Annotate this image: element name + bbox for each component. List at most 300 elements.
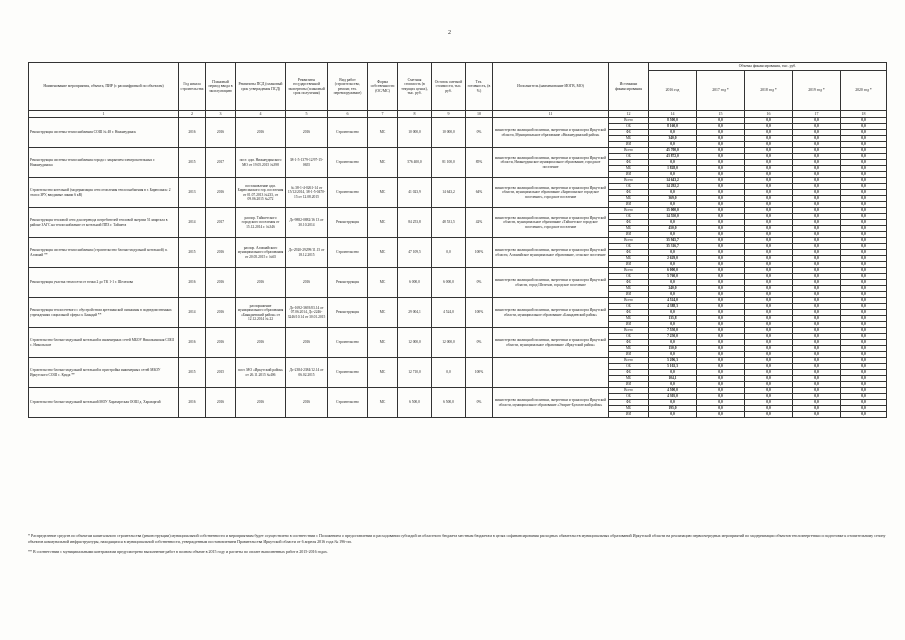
funding-value: 369,0	[649, 196, 697, 202]
work-type: Строительство	[328, 148, 368, 178]
funding-source: ИИ	[609, 292, 649, 298]
remaining-cost: 0,0	[432, 238, 466, 268]
funding-value: 0,0	[697, 352, 745, 358]
work-type: Строительство	[328, 238, 368, 268]
remaining-cost: 12 000,0	[432, 328, 466, 358]
funding-value: 0,0	[793, 280, 841, 286]
funding-value: 0,0	[697, 376, 745, 382]
funding-value: 0,0	[745, 196, 793, 202]
funding-value: 0,0	[745, 262, 793, 268]
funding-value: 0,0	[793, 412, 841, 418]
column-number: 12	[609, 111, 649, 118]
funding-value: 0,0	[841, 196, 887, 202]
funding-value: 0,0	[841, 160, 887, 166]
readiness: 64%	[466, 178, 493, 208]
header-year-2018: 2018 год *	[745, 71, 793, 111]
expertise-details: Дс-9882-0882/16 13 от 30.10.2014	[286, 208, 328, 238]
funding-source: МБ	[609, 286, 649, 292]
funding-value: 0,0	[841, 190, 887, 196]
funding-value: 0,0	[697, 190, 745, 196]
funding-value: 0,0	[697, 244, 745, 250]
funding-value: 0,0	[697, 148, 745, 154]
column-number: 10	[466, 111, 493, 118]
funding-value: 0,0	[793, 352, 841, 358]
funding-value: 0,0	[745, 268, 793, 274]
funding-value: 0,0	[841, 274, 887, 280]
funding-value: 5 760,0	[649, 274, 697, 280]
estimate-cost: 10 000,0	[398, 118, 432, 148]
column-number: 18	[841, 111, 887, 118]
column-number: 7	[368, 111, 398, 118]
funding-value: 0,0	[793, 256, 841, 262]
funding-value: 0,0	[841, 286, 887, 292]
funding-value: 0,0	[745, 118, 793, 124]
funding-source: Всего	[609, 268, 649, 274]
funding-source: ОБ	[609, 124, 649, 130]
funding-value: 0,0	[841, 400, 887, 406]
funding-value: 0,0	[697, 286, 745, 292]
funding-value: 0,0	[841, 322, 887, 328]
funding-value: 0,0	[697, 346, 745, 352]
psd-details: пост. адм. Нижнеудинского МО от 19.05.2015 №398	[236, 148, 286, 178]
funding-value: 0,0	[841, 244, 887, 250]
funding-value: 0,0	[697, 256, 745, 262]
readiness: 0%	[466, 118, 493, 148]
column-number: 3	[206, 111, 236, 118]
funding-value: 0,0	[745, 364, 793, 370]
funding-value: 0,0	[697, 178, 745, 184]
expertise-details: № 38-1-4-0261-14 от 15/12/2014, 38-1-5-0470-15 от 12.08.2015	[286, 178, 328, 208]
executor: министерство жилищной политики, энергетики и транспорта Иркутской области, Алзамайское муниципальное образование, сельское поселение	[493, 238, 609, 268]
funding-value: 0,0	[745, 154, 793, 160]
year-start: 2016	[179, 268, 206, 298]
funding-value: 0,0	[793, 232, 841, 238]
funding-value: 0,0	[793, 268, 841, 274]
funding-source: МБ	[609, 226, 649, 232]
funding-value: 2 629,0	[649, 256, 697, 262]
funding-value: 0,0	[793, 346, 841, 352]
funding-value: 0,0	[793, 166, 841, 172]
funding-value: 0,0	[745, 220, 793, 226]
ownership: МС	[368, 118, 398, 148]
project-name: Реконструкция системы теплоснабжения (строительство блочно-модульной котельной) п. Алзамай **	[29, 238, 179, 268]
executor: министерство жилищной политики, энергетики и транспорта Иркутской области, муниципальное образование «Иркутский район»	[493, 328, 609, 358]
funding-value: 0,0	[649, 322, 697, 328]
funding-source: ИИ	[609, 172, 649, 178]
funding-source: МБ	[609, 376, 649, 382]
estimate-cost: 84 253,8	[398, 208, 432, 238]
funding-value: 0,0	[793, 382, 841, 388]
funding-value: 4 500,0	[649, 388, 697, 394]
estimate-cost: 6 500,0	[398, 388, 432, 418]
column-number: 6	[328, 111, 368, 118]
readiness: 100%	[466, 298, 493, 328]
funding-value: 0,0	[649, 220, 697, 226]
executor: министерство жилищной политики, энергетики и транспорта Иркутской области, муниципальное образование «Баяндаевский район»	[493, 298, 609, 328]
funding-value: 0,0	[841, 328, 887, 334]
work-type: Строительство	[328, 388, 368, 418]
funding-value: 0,0	[697, 172, 745, 178]
funding-value: 0,0	[745, 256, 793, 262]
executor: министерство жилищной политики, энергетики и транспорта Иркутской области, муниципальное образование «Тайшетское городское поселение», городское поселение	[493, 208, 609, 238]
funding-value: 0,0	[745, 208, 793, 214]
funding-source: Всего	[609, 328, 649, 334]
funding-value: 0,0	[697, 262, 745, 268]
funding-source: МБ	[609, 316, 649, 322]
funding-value: 0,0	[745, 286, 793, 292]
funding-value: 0,0	[745, 292, 793, 298]
funding-value: 0,0	[793, 340, 841, 346]
funding-source: Всего	[609, 178, 649, 184]
funding-value: 0,0	[841, 268, 887, 274]
footnotes	[28, 533, 886, 559]
column-number: 15	[697, 111, 745, 118]
funding-value: 0,0	[841, 232, 887, 238]
funding-value: 14 292,2	[649, 184, 697, 190]
funding-value: 0,0	[841, 124, 887, 130]
funding-value: 0,0	[841, 310, 887, 316]
funding-value: 0,0	[745, 226, 793, 232]
funding-value: 0,0	[841, 130, 887, 136]
funding-value: 0,0	[841, 406, 887, 412]
readiness: 0%	[466, 268, 493, 298]
funding-value: 0,0	[697, 298, 745, 304]
funding-value: 0,0	[841, 226, 887, 232]
funding-value: 0,0	[697, 412, 745, 418]
funding-source: ИИ	[609, 412, 649, 418]
table-header	[29, 63, 887, 118]
funding-value: 0,0	[649, 262, 697, 268]
funding-value: 0,0	[697, 136, 745, 142]
expertise-details: 2016	[286, 268, 328, 298]
funding-value: 7 250,0	[649, 334, 697, 340]
funding-value: 0,0	[841, 388, 887, 394]
funding-value: 0,0	[793, 202, 841, 208]
funding-value: 0,0	[745, 136, 793, 142]
funding-value: 0,0	[793, 136, 841, 142]
year-end: 2017	[206, 208, 236, 238]
funding-value: 0,0	[745, 280, 793, 286]
funding-source: ИИ	[609, 262, 649, 268]
funding-value: 0,0	[697, 382, 745, 388]
work-type: Строительство	[328, 178, 368, 208]
funding-source: ОБ	[609, 244, 649, 250]
funding-value: 4 524,0	[649, 298, 697, 304]
funding-value: 0,0	[745, 244, 793, 250]
project-name: Реконструкция участка теплосети от точки 2 до ТК 1-1 г. Шелехова	[29, 268, 179, 298]
funding-value: 0,0	[793, 148, 841, 154]
header-expertise: Реквизиты государственной экспертизы (плановый срок получения)	[286, 63, 328, 111]
funding-value: 0,0	[745, 304, 793, 310]
remaining-cost: 0,0	[432, 358, 466, 388]
funding-value: 0,0	[841, 178, 887, 184]
funding-value: 0,0	[697, 322, 745, 328]
psd-details: постановление адм. Бирюсинского гор. поселения от 01.07.2013 №233, от 09.06.2015 №272	[236, 178, 286, 208]
funding-value: 0,0	[841, 346, 887, 352]
funding-value: 0,0	[841, 166, 887, 172]
funding-value: 0,0	[697, 268, 745, 274]
project-name: Строительство котельной (модернизация сети отопления теплоснабжения в г. Бирюсинск: 2 этап и ЗРУ, вводимые линии 6 кВ)	[29, 178, 179, 208]
funding-value: 0,0	[697, 238, 745, 244]
psd-details: 2016	[236, 268, 286, 298]
funding-source: ОБ	[609, 184, 649, 190]
year-end: 2016	[206, 118, 236, 148]
column-number: 16	[745, 111, 793, 118]
funding-value: 0,0	[697, 310, 745, 316]
funding-value: 0,0	[697, 358, 745, 364]
funding-value: 0,0	[841, 370, 887, 376]
funding-value: 0,0	[841, 382, 887, 388]
funding-value: 0,0	[793, 130, 841, 136]
funding-value: 0,0	[793, 142, 841, 148]
funding-value: 0,0	[697, 340, 745, 346]
ownership: МС	[368, 178, 398, 208]
funding-value: 0,0	[745, 148, 793, 154]
funding-value: 35 945,7	[649, 238, 697, 244]
funding-source: Всего	[609, 388, 649, 394]
estimate-cost: 6 000,0	[398, 268, 432, 298]
funding-value: 0,0	[793, 238, 841, 244]
funding-value: 0,0	[793, 316, 841, 322]
funding-value: 0,0	[745, 172, 793, 178]
funding-value: 0,0	[841, 208, 887, 214]
funding-value: 0,0	[841, 292, 887, 298]
header-year-2017: 2017 год *	[697, 71, 745, 111]
executor: министерство жилищной политики, энергетики и транспорта Иркутской области, Муниципальное образование «Нижнеудинский район»	[493, 118, 609, 148]
funding-value: 0,0	[745, 328, 793, 334]
psd-details: 2016	[236, 328, 286, 358]
footnote-single-star: * Распределение средств по объектам капитального строительства (реконструкции) муниципальной собственности и мероприятиям будет осуществлено в соответствии с Положением о предоставлении и расходовании субсидий из областного бюджета местным бюджетам в целях софинансирования расходных обязательств муниципальных образований Иркутской области на реализацию первоочередных мероприятий по модернизации объектов теплоэнергетики и подготовке к отопительному сезону объектов коммунальной инфраструктуры, находящихся в муниципальной собственности, утвержденным постановлением Правительства Иркутской области от 6 апреля 2016 года № 196-пп.	[28, 533, 886, 544]
funding-value: 0,0	[745, 130, 793, 136]
funding-value: 0,0	[841, 172, 887, 178]
funding-value: 0,0	[793, 400, 841, 406]
funding-value: 0,0	[841, 238, 887, 244]
funding-value: 0,0	[697, 220, 745, 226]
funding-value: 0,0	[697, 124, 745, 130]
funding-source: ФБ	[609, 400, 649, 406]
funding-value: 0,0	[841, 412, 887, 418]
funding-value: 0,0	[697, 214, 745, 220]
ownership: МС	[368, 388, 398, 418]
column-number: 11	[493, 111, 609, 118]
funding-value: 0,0	[793, 244, 841, 250]
funding-value: 6 000,0	[649, 268, 697, 274]
funding-source: Всего	[609, 118, 649, 124]
funding-source: ИИ	[609, 352, 649, 358]
header-year-end: Плановый период ввода в эксплуатацию	[206, 63, 236, 111]
remaining-cost: 81 100,0	[432, 148, 466, 178]
funding-value: 0,0	[745, 178, 793, 184]
psd-details: распор. Тайшетского городского поселения от 15.12.2014 г. №346	[236, 208, 286, 238]
year-end: 2016	[206, 178, 236, 208]
funding-value: 0,0	[649, 202, 697, 208]
funding-value: 0,0	[745, 202, 793, 208]
funding-value: 0,0	[793, 220, 841, 226]
funding-value: 0,0	[745, 370, 793, 376]
funding-value: 0,0	[697, 388, 745, 394]
funding-value: 0,0	[697, 196, 745, 202]
expertise-details: Дс-1692-3693/03.14 от 07.06.2014, Дс-2246-3246/10.14 от 30.01.2015	[286, 298, 328, 328]
work-type: Реконструкция	[328, 268, 368, 298]
funding-source: ОБ	[609, 394, 649, 400]
funding-value: 0,0	[841, 142, 887, 148]
psd-details: 2016	[236, 388, 286, 418]
funding-value: 0,0	[649, 352, 697, 358]
funding-value: 0,0	[697, 274, 745, 280]
funding-value: 0,0	[793, 226, 841, 232]
remaining-cost: 10 000,0	[432, 118, 466, 148]
funding-value: 5 206,3	[649, 358, 697, 364]
remaining-cost: 14 643,2	[432, 178, 466, 208]
funding-value: 0,0	[745, 406, 793, 412]
header-year-2020: 2020 год *	[841, 71, 887, 111]
header-executor: Исполнитель (наименование ИОГВ, МО)	[493, 63, 609, 111]
year-end: 2016	[206, 238, 236, 268]
investment-table-sheet	[28, 62, 886, 418]
funding-source: ИИ	[609, 202, 649, 208]
funding-value: 0,0	[793, 388, 841, 394]
ownership: МС	[368, 328, 398, 358]
estimate-cost: 29 004,1	[398, 298, 432, 328]
funding-value: 0,0	[793, 250, 841, 256]
funding-source: Всего	[609, 358, 649, 364]
funding-source: ИИ	[609, 382, 649, 388]
readiness: 100%	[466, 358, 493, 388]
remaining-cost: 48 531,5	[432, 208, 466, 238]
year-start: 2014	[179, 298, 206, 328]
header-funding-group: Объемы финансирования, тыс. руб.	[649, 63, 887, 71]
readiness: 85%	[466, 148, 493, 178]
funding-source: Всего	[609, 298, 649, 304]
funding-value: 0,0	[649, 232, 697, 238]
funding-value: 0,0	[649, 172, 697, 178]
funding-value: 7 550,0	[649, 328, 697, 334]
column-number: 9	[432, 111, 466, 118]
funding-value: 0,0	[697, 328, 745, 334]
investment-table	[28, 62, 887, 418]
funding-value: 0,0	[745, 334, 793, 340]
funding-value: 0,0	[841, 358, 887, 364]
remaining-cost: 4 524,0	[432, 298, 466, 328]
funding-value: 0,0	[745, 142, 793, 148]
funding-value: 0,0	[745, 238, 793, 244]
funding-source: МБ	[609, 196, 649, 202]
funding-source: Всего	[609, 148, 649, 154]
header-name: Наименование мероприятия, объекта, ПИР (с расшифровкой по объектам)	[29, 63, 179, 111]
funding-value: 0,0	[745, 214, 793, 220]
header-ownership: Форма собственности (ОС/МС)	[368, 63, 398, 111]
project-name: Строительство блочно-модульной котельной и пристройка инженерных сетей МБОУ Иркутского СОШ с. Куяда **	[29, 358, 179, 388]
year-end: 2016	[206, 328, 236, 358]
funding-source: ФБ	[609, 250, 649, 256]
estimate-cost: 12 710,0	[398, 358, 432, 388]
funding-value: 0,0	[697, 208, 745, 214]
funding-value: 0,0	[793, 178, 841, 184]
expertise-details: 2016	[286, 388, 328, 418]
expertise-details: Дс-2384-2384/12.14 от 06.02.2015	[286, 358, 328, 388]
funding-value: 0,0	[793, 292, 841, 298]
funding-value: 0,0	[649, 190, 697, 196]
funding-value: 0,0	[745, 250, 793, 256]
funding-value: 4 305,0	[649, 394, 697, 400]
table-body	[29, 118, 887, 418]
funding-value: 0,0	[745, 166, 793, 172]
funding-value: 0,0	[793, 262, 841, 268]
funding-value: 0,0	[649, 400, 697, 406]
funding-value: 0,0	[841, 214, 887, 220]
funding-value: 0,0	[649, 142, 697, 148]
project-name: Реконструкция системы теплоснабжения СОШ № 48 г. Нижнеудинск	[29, 118, 179, 148]
funding-value: 0,0	[841, 136, 887, 142]
funding-value: 0,0	[649, 370, 697, 376]
work-type: Реконструкция	[328, 298, 368, 328]
estimate-cost: 47 109,5	[398, 238, 432, 268]
funding-value: 0,0	[841, 334, 887, 340]
funding-value: 0,0	[793, 370, 841, 376]
funding-value: 0,0	[841, 352, 887, 358]
funding-value: 340,0	[649, 136, 697, 142]
funding-value: 0,0	[649, 160, 697, 166]
psd-details: пост. МО «Иркутский район» от 26.11.2015 №406	[236, 358, 286, 388]
funding-value: 0,0	[697, 232, 745, 238]
column-number: 14	[649, 111, 697, 118]
funding-source: ИИ	[609, 232, 649, 238]
funding-value: 0,0	[697, 316, 745, 322]
funding-value: 0,0	[745, 274, 793, 280]
funding-value: 0,0	[649, 340, 697, 346]
funding-source: ИИ	[609, 142, 649, 148]
year-end: 2016	[206, 298, 236, 328]
funding-value: 0,0	[745, 232, 793, 238]
executor: министерство жилищной политики, энергетики и транспорта Иркутской области, город Шелехов, городское поселение	[493, 268, 609, 298]
funding-value: 0,0	[793, 118, 841, 124]
executor: министерство жилищной политики, энергетики и транспорта Иркутской области, муниципальное образование «Бирюсинское городское поселение», городское поселение	[493, 178, 609, 208]
funding-value: 195,0	[649, 406, 697, 412]
estimate-cost: 12 000,0	[398, 328, 432, 358]
funding-value: 0,0	[697, 280, 745, 286]
expertise-details: 2016	[286, 328, 328, 358]
funding-value: 0,0	[793, 172, 841, 178]
funding-value: 14 550,0	[649, 214, 697, 220]
column-number-row	[29, 111, 887, 118]
funding-value: 0,0	[649, 250, 697, 256]
funding-value: 0,0	[697, 160, 745, 166]
funding-value: 0,0	[745, 400, 793, 406]
funding-value: 0,0	[745, 346, 793, 352]
year-start: 2015	[179, 238, 206, 268]
funding-source: ИИ	[609, 322, 649, 328]
funding-value: 0,0	[697, 166, 745, 172]
work-type: Реконструкция	[328, 208, 368, 238]
year-start: 2015	[179, 148, 206, 178]
funding-source: МБ	[609, 346, 649, 352]
expertise-details: 38-1-5-1379-12/97-15-0655	[286, 148, 328, 178]
project-name: Строительство блочно-модульной котельной и инженерных сетей МБОУ Никольинская СОШ с. Никольское	[29, 328, 179, 358]
executor	[493, 358, 609, 388]
funding-value: 0,0	[697, 370, 745, 376]
year-start: 2016	[179, 328, 206, 358]
funding-value: 0,0	[841, 202, 887, 208]
funding-source: ОБ	[609, 214, 649, 220]
funding-value: 0,0	[793, 358, 841, 364]
funding-value: 0,0	[793, 376, 841, 382]
estimate-cost: 576 400,0	[398, 148, 432, 178]
ownership: МС	[368, 268, 398, 298]
funding-value: 0,0	[793, 196, 841, 202]
funding-value: 0,0	[745, 358, 793, 364]
funding-value: 0,0	[793, 208, 841, 214]
funding-value: 0,0	[745, 340, 793, 346]
